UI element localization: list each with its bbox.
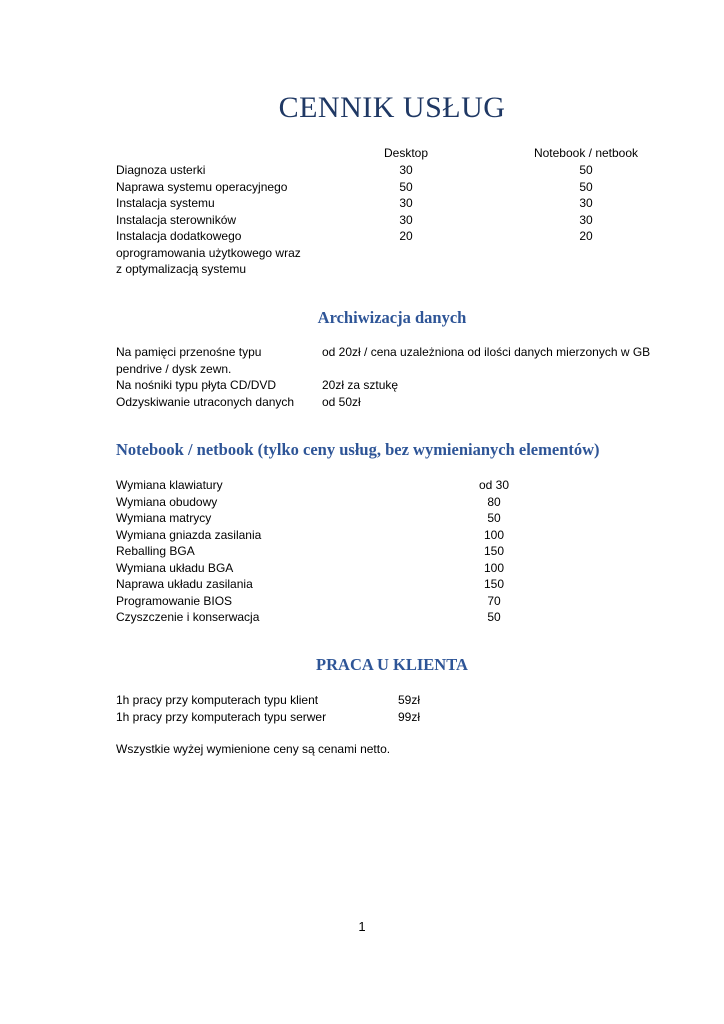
desktop-price: 30 bbox=[399, 163, 413, 177]
service-price: 50 bbox=[487, 511, 501, 525]
service-name: 1h pracy przy komputerach typu serwer bbox=[116, 709, 327, 724]
service-price: 50 bbox=[487, 610, 501, 624]
service-name: Naprawa systemu operacyjnego bbox=[116, 179, 288, 194]
service-name: Czyszczenie i konserwacja bbox=[116, 610, 260, 624]
table-row bbox=[116, 576, 676, 593]
service-name: Instalacja sterowników bbox=[116, 212, 237, 227]
table-row bbox=[116, 228, 676, 245]
table-row bbox=[116, 162, 676, 179]
service-name: 1h pracy przy komputerach typu klient bbox=[116, 693, 319, 707]
service-price: 150 bbox=[483, 544, 505, 558]
service-name: Diagnoza usterki bbox=[116, 163, 206, 177]
service-name: Programowanie BIOS bbox=[116, 593, 233, 608]
service-name: Na nośniki typu płyta CD/DVD bbox=[116, 378, 277, 392]
table-row bbox=[116, 394, 676, 411]
service-name: oprogramowania użytkowego wraz bbox=[116, 245, 301, 260]
service-name: Instalacja dodatkowego bbox=[116, 229, 242, 243]
table-row bbox=[116, 543, 676, 560]
table-row bbox=[116, 527, 676, 544]
service-price: od 30 bbox=[478, 478, 510, 492]
footnote: Wszystkie wyżej wymienione ceny są cenami netto. bbox=[116, 742, 391, 756]
service-name: Naprawa układu zasilania bbox=[116, 577, 253, 591]
table-row bbox=[116, 510, 676, 527]
column-header-notebook: Notebook / netbook bbox=[533, 146, 639, 160]
table-row bbox=[116, 179, 676, 196]
page-number: 1 bbox=[358, 919, 366, 934]
table-row bbox=[116, 709, 676, 726]
desktop-price: 30 bbox=[399, 196, 413, 210]
section-heading-archive: Archiwizacja danych bbox=[317, 308, 467, 327]
service-name: Wymiana układu BGA bbox=[116, 560, 234, 575]
table-row bbox=[116, 593, 676, 610]
table-row-continued bbox=[116, 261, 676, 278]
service-name: Wymiana gniazda zasilania bbox=[116, 527, 262, 542]
service-price: 150 bbox=[483, 577, 505, 591]
section-heading-client: PRACA U KLIENTA bbox=[316, 655, 468, 674]
table-row bbox=[116, 344, 676, 361]
table-row bbox=[116, 195, 676, 212]
service-price: 99zł bbox=[398, 709, 421, 724]
notebook-price: 30 bbox=[579, 196, 593, 210]
service-price: 70 bbox=[487, 593, 501, 608]
table-row bbox=[116, 692, 676, 709]
desktop-price: 20 bbox=[399, 229, 413, 243]
table-row bbox=[116, 377, 676, 394]
table-row bbox=[116, 477, 676, 494]
service-name: Instalacja systemu bbox=[116, 196, 215, 210]
section-heading-notebook: Notebook / netbook (tylko ceny usług, bez wymienianych elementów) bbox=[116, 440, 600, 459]
service-name: z optymalizacją systemu bbox=[116, 262, 247, 276]
service-name: Wymiana matrycy bbox=[116, 511, 212, 525]
table-row bbox=[116, 494, 676, 511]
table-row bbox=[116, 609, 676, 626]
service-price: 20zł za sztukę bbox=[322, 378, 399, 392]
service-price: 80 bbox=[487, 494, 501, 509]
notebook-price: 30 bbox=[579, 212, 593, 227]
table-row bbox=[116, 361, 676, 378]
notebook-price: 50 bbox=[579, 179, 593, 194]
service-name: Reballing BGA bbox=[116, 544, 195, 558]
service-price: 59zł bbox=[398, 693, 421, 707]
column-header-desktop: Desktop bbox=[383, 146, 429, 160]
service-price: od 50zł bbox=[322, 394, 361, 409]
table-row bbox=[116, 212, 676, 229]
service-name: pendrive / dysk zewn. bbox=[116, 361, 232, 376]
service-name: Wymiana obudowy bbox=[116, 494, 218, 509]
service-price: 100 bbox=[483, 527, 505, 542]
service-price: od 20zł / cena uzależniona od ilości danych mierzonych w GB bbox=[322, 345, 651, 359]
notebook-price: 50 bbox=[579, 163, 593, 177]
table-row-continued bbox=[116, 245, 676, 262]
service-name: Odzyskiwanie utraconych danych bbox=[116, 394, 295, 409]
page-title: CENNIK USŁUG bbox=[278, 91, 506, 124]
notebook-price: 20 bbox=[579, 229, 593, 243]
service-name: Wymiana klawiatury bbox=[116, 478, 223, 492]
desktop-price: 30 bbox=[399, 212, 413, 227]
table-row bbox=[116, 560, 676, 577]
desktop-price: 50 bbox=[399, 179, 413, 194]
service-price: 100 bbox=[483, 560, 505, 575]
service-name: Na pamięci przenośne typu bbox=[116, 345, 262, 359]
